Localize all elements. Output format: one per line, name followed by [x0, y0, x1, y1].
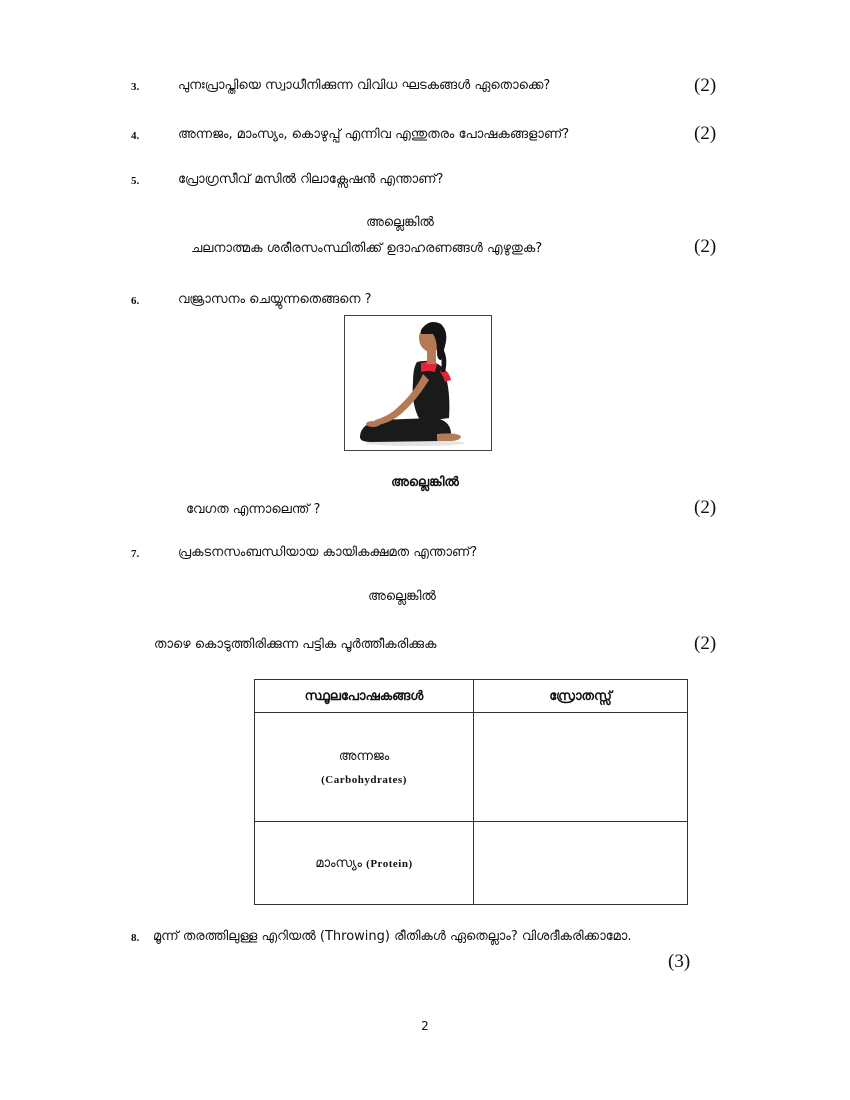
q7-text: പ്രകടനസംബന്ധിയായ കായികക്ഷമത എന്താണ്? [178, 545, 478, 560]
table-cell-nutrient [255, 822, 474, 905]
table-cell-source[interactable] [474, 822, 688, 905]
q5-alt-text: ചലനാത്മക ശരീരസംസ്ഥിതിക്ക് ഉദാഹരണങ്ങൾ എഴുതുക? [191, 241, 543, 256]
q5-text: പ്രോഗ്രസീവ് മസിൽ റിലാക്സേഷൻ എന്താണ്? [178, 172, 444, 187]
q7-marks: (2) [694, 633, 717, 654]
q7-or-label: അല്ലെങ്കിൽ [368, 589, 436, 604]
nutrient-name-en: (Protein) [366, 857, 413, 870]
q6-alt-text: വേഗത എന്നാലെന്ത് ? [186, 502, 321, 517]
q6-or-label: അല്ലെങ്കിൽ [391, 475, 459, 490]
q4-text: അന്നജം, മാംസ്യം, കൊഴുപ്പ് എന്നിവ എന്തുതരം പോഷകങ്ങളാണ്? [178, 127, 570, 142]
q3-number: 3. [131, 81, 140, 93]
q8-text-start: മൂന്ന് തരത്തിലുള്ള [153, 929, 258, 944]
q4-number: 4. [131, 130, 140, 142]
q4-marks: (2) [694, 123, 717, 144]
nutrient-name-ml: അന്നജം [338, 748, 390, 764]
q3-text: പുനഃപ്രാപ്തിയെ സ്വാധീനിക്കുന്ന വിവിധ ഘടകങ്ങൾ ഏതൊക്കെ? [178, 78, 551, 93]
nutrient-name-en: (Carbohydrates) [321, 773, 407, 786]
vajrasana-figure-icon [345, 316, 492, 451]
table-header-nutrients: സ്ഥൂലപോഷകങ്ങൾ [255, 680, 474, 713]
q5-number: 5. [131, 175, 140, 187]
nutrient-name-ml: മാംസ്യം [315, 855, 363, 871]
q5-or-label: അല്ലെങ്കിൽ [366, 215, 434, 230]
q7-number: 7. [131, 548, 140, 560]
table-header-row [255, 680, 688, 713]
macronutrient-table [254, 679, 688, 905]
table-row [255, 713, 688, 822]
q8-marks: (3) [668, 951, 691, 972]
q8-number: 8. [131, 932, 140, 944]
vajrasana-photo [344, 315, 492, 451]
table-cell-nutrient [255, 713, 474, 822]
q5-marks: (2) [694, 236, 717, 257]
q8-text-end: എറിയൽ (Throwing) രീതികൾ ഏതെല്ലാം? വിശദീകരിക്കാമോ. [257, 929, 632, 944]
table-cell-source[interactable] [474, 713, 688, 822]
q6-number: 6. [131, 295, 140, 307]
q7-alt-text: താഴെ കൊടുത്തിരിക്കുന്ന പട്ടിക പൂർത്തീകരിക്കുക [154, 637, 437, 652]
q8-text [153, 929, 631, 945]
q6-text: വജ്രാസനം ചെയ്യുന്നതെങ്ങനെ ? [178, 292, 372, 307]
q6-marks: (2) [694, 497, 717, 518]
table-header-source: സ്രോതസ്സ് [474, 680, 688, 713]
page-number: 2 [421, 1019, 429, 1033]
table-row [255, 822, 688, 905]
q3-marks: (2) [694, 75, 717, 96]
